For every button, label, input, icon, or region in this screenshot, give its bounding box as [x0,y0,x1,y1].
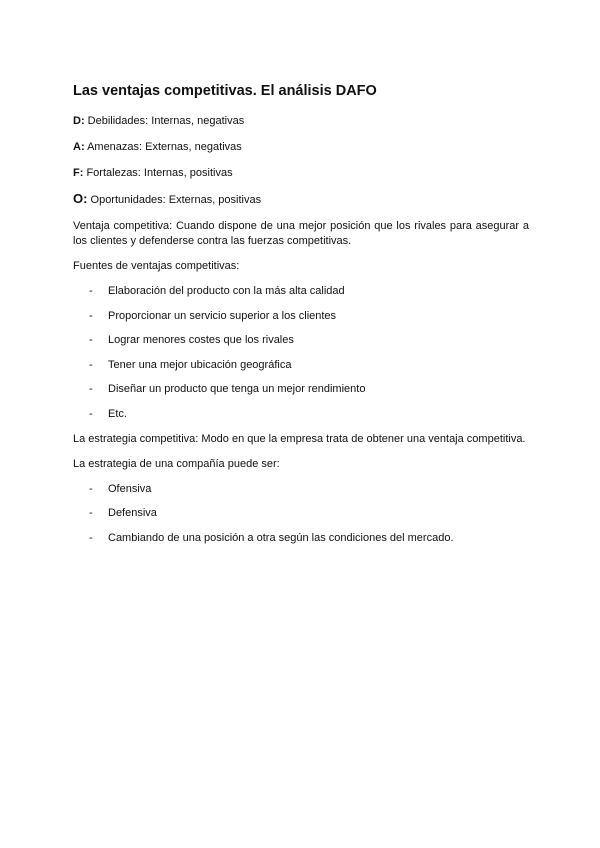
list-item-text: Diseñar un producto que tenga un mejor rendimiento [108,383,366,396]
bullet-dash: - [89,407,93,420]
list-item [73,506,529,520]
list-item [73,482,529,496]
document-page [73,82,529,555]
estrategia-heading: La estrategia de una compañía puede ser: [73,457,280,470]
list-item-text: Proporcionar un servicio superior a los clientes [108,309,337,322]
bullet-dash: - [89,285,93,297]
dafo-key: D: [73,115,85,127]
list-item-text: Elaboración del producto con la más alta calidad [108,285,345,297]
bullet-dash: - [89,531,93,544]
dafo-text: Debilidades: Internas, negativas [87,115,245,127]
dafo-key: A: [73,141,85,153]
dafo-item-a [73,140,529,154]
list-item [73,382,529,396]
list-item-text: Defensiva [108,507,157,520]
dafo-key: F: [73,167,84,179]
list-item-text: Tener una mejor ubicación geográfica [108,358,292,371]
fuentes-list [73,284,529,421]
estrategias-list [73,482,529,545]
ventaja-definition: Ventaja competitiva: Cuando dispone de una mejor posición que los rivales para asegurar a los clientes y defenderse contra las fuerzas competitivas. [73,220,529,247]
bullet-dash: - [89,309,93,322]
bullet-dash: - [89,482,93,495]
estrategia-definition: La estrategia competitiva: Modo en que la empresa trata de obtener una ventaja competitiva. [73,432,526,445]
list-item-text: Cambiando de una posición a otra según las condiciones del mercado. [108,531,454,544]
list-item [73,333,529,347]
list-item-text: Etc. [108,407,127,420]
list-item [73,309,529,323]
dafo-key: O: [73,191,88,206]
dafo-item-d [73,114,529,128]
list-item [73,531,529,545]
dafo-text: Fortalezas: Internas, positivas [86,167,233,179]
list-item-text: Lograr menores costes que los rivales [108,334,294,347]
list-item [73,407,529,421]
dafo-item-o [73,192,529,207]
list-item [73,284,529,298]
bullet-dash: - [89,507,93,520]
bullet-dash: - [89,383,93,396]
dafo-text: Amenazas: Externas, negativas [87,141,242,153]
dafo-text: Oportunidades: Externas, positivas [90,194,262,206]
fuentes-heading: Fuentes de ventajas competitivas: [73,260,240,272]
page-title: Las ventajas competitivas. El análisis DAFO [73,83,377,99]
bullet-dash: - [89,334,93,347]
dafo-item-f [73,166,529,180]
list-item-text: Ofensiva [108,482,152,495]
bullet-dash: - [89,358,93,371]
list-item [73,358,529,372]
